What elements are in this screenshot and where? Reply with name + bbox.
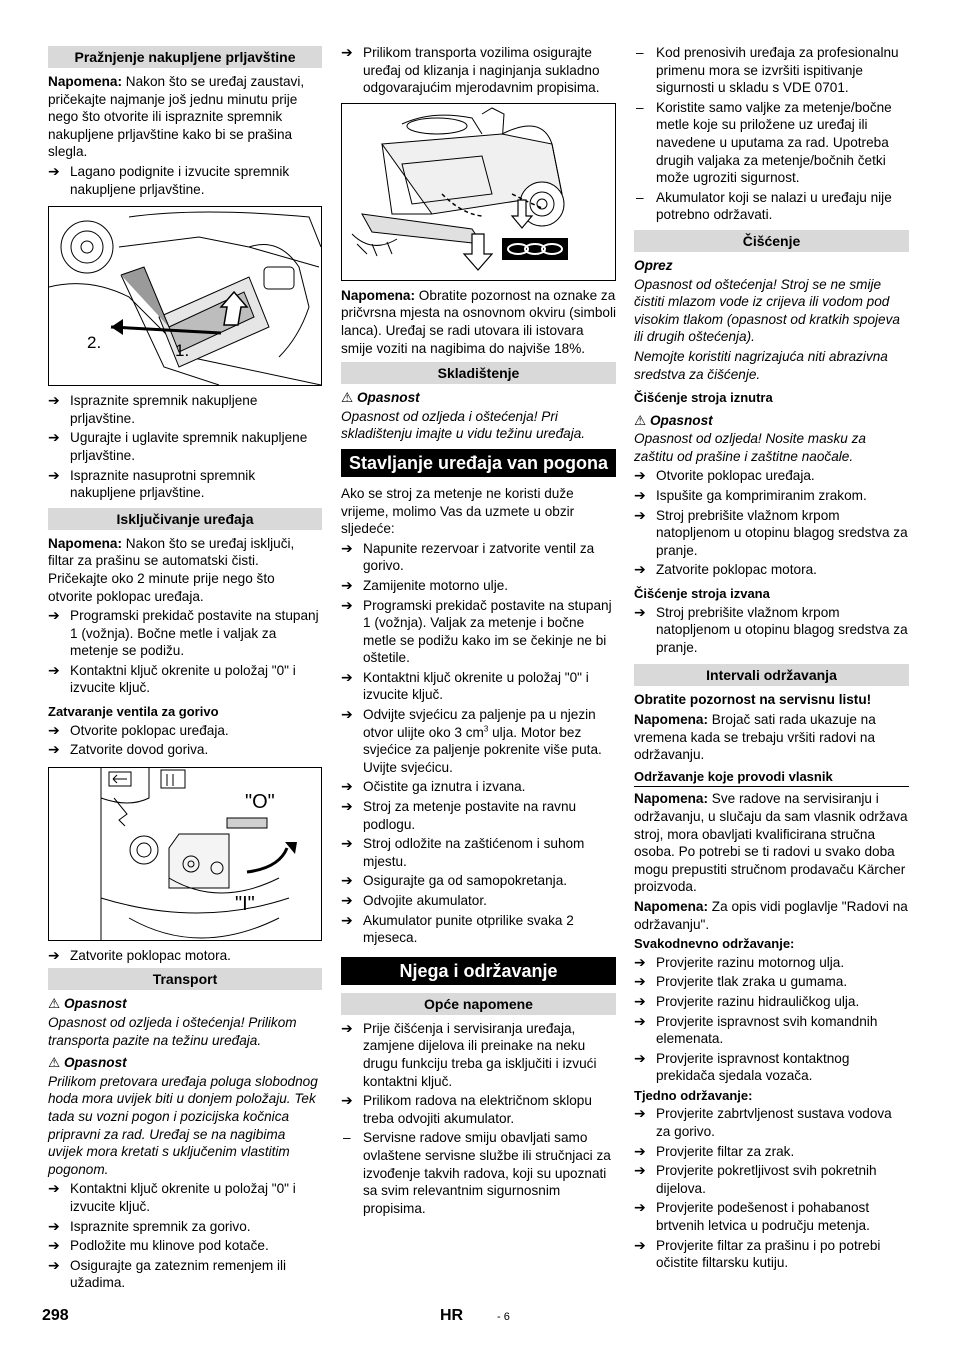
- arrow-icon: ➔: [634, 1142, 646, 1159]
- arrow-icon: ➔: [48, 721, 60, 738]
- list-item: ➔ Kontaktni ključ okrenite u položaj "0" i izvucite ključ.: [48, 1180, 296, 1214]
- figure-fuel-valve: [48, 767, 322, 941]
- caution-text: Nemojte koristiti nagrizajuća niti abrazivna sredstva za čišćenje.: [634, 348, 888, 382]
- arrow-icon: ➔: [341, 706, 353, 723]
- list-item: ➔ Odvijte svjećicu za paljenje pa u njezin otvor ulijte oko 3 $cm^3$ ulja. Motor bez svjećice za paljenje pokrenite više puta. Uvijte svjećicu.: [341, 706, 602, 775]
- dirt-container-illustration: [49, 207, 321, 385]
- column-2: [341, 44, 616, 1219]
- service-list-notice: Obratite pozornost na servisnu listu!: [634, 692, 872, 708]
- list-item: ➔ Ispraznite spremnik nakupljene prljavštine.: [48, 392, 258, 426]
- fig2-label-o: "O": [245, 790, 275, 813]
- fig1-label-2: 2.: [87, 333, 102, 353]
- list-item: ➔ Osigurajte ga zateznim remenjem ili užadima.: [48, 1256, 287, 1291]
- arrow-icon: ➔: [634, 953, 646, 970]
- column-3: [634, 44, 909, 1274]
- language-code: HR: [440, 1307, 464, 1324]
- subheading-owner-maintenance: Održavanje koje provodi vlasnik: [634, 768, 909, 788]
- list-item: ➔ Osigurajte ga od samopokretanja.: [341, 872, 568, 889]
- list-item: – Koristite samo valjke za metenje/bočne metle koje su priložene uz uređaj ili navedene u uputama za rad. Upotreba drugih valjaka za metenje/bočnih četki može ugroziti sigurnost.: [636, 99, 892, 186]
- arrow-icon: ➔: [341, 576, 353, 593]
- list-item: ➔ Otvorite poklopac uređaja.: [634, 467, 815, 484]
- danger-label: ⚠ Opasnost: [341, 390, 420, 406]
- arrow-icon: ➔: [634, 467, 646, 484]
- arrow-icon: ➔: [341, 44, 353, 60]
- warning-icon: ⚠: [341, 390, 357, 406]
- arrow-icon: ➔: [634, 1105, 646, 1122]
- list-item: ➔ Zatvorite poklopac motora.: [634, 561, 817, 578]
- danger-text: Opasnost od ozljeda! Nosite masku za zaštitu od prašine i zaštitne naočale.: [634, 431, 866, 464]
- section-heading-maintenance-intervals: Intervali održavanja: [634, 664, 909, 686]
- intro-text: Ako se stroj za metenje ne koristi duže vrijeme, molimo Vas da uzmete u obzir sljedeće:: [341, 485, 575, 537]
- sub-page-number: - 6: [497, 1311, 510, 1323]
- subheading-daily: Svakodnevno održavanje:: [634, 936, 795, 952]
- danger-text: Opasnost od ozljeda i oštećenja! Prilikom transporta pazite na težinu uređaja.: [48, 1015, 297, 1048]
- figure-dirt-container: [48, 206, 322, 386]
- section-heading-switch-off: Isključivanje uređaja: [48, 508, 322, 530]
- weekly-maintenance-list: [634, 1105, 909, 1271]
- arrow-icon: ➔: [48, 607, 60, 624]
- arrow-icon: ➔: [341, 539, 353, 556]
- note: Napomena: Nakon što se uređaj zaustavi, pričekajte najmanje još jednu minutu prije nego što otvorite ili ispraznite spremnik nakupljene prljavštine kako bi se prašina slegla.: [48, 74, 305, 160]
- arrow-icon: ➔: [48, 1180, 60, 1197]
- section-heading-general-notes: Opće napomene: [341, 993, 616, 1015]
- arrow-icon: ➔: [341, 872, 353, 889]
- section-heading-transport: Transport: [48, 968, 322, 990]
- dash-icon: –: [636, 189, 644, 205]
- subheading-fuel-valve: Zatvaranje ventila za gorivo: [48, 704, 219, 720]
- warning-icon: ⚠: [48, 996, 64, 1012]
- arrow-icon: ➔: [634, 506, 646, 523]
- danger-text: Opasnost od ozljeda i oštećenja! Pri skladištenju imajte u vidu težinu uređaja.: [341, 408, 586, 442]
- arrow-icon: ➔: [634, 973, 646, 990]
- fig1-label-1: 1.: [175, 341, 190, 361]
- danger-label: ⚠ Opasnost: [48, 1055, 127, 1071]
- list-item: ➔ Provjerite ispravnost svih komandnih elemenata.: [634, 1012, 878, 1047]
- arrow-icon: ➔: [634, 1162, 646, 1179]
- arrow-icon: ➔: [48, 392, 60, 409]
- list-item: ➔ Ugurajte i uglavite spremnik nakupljene prljavštine.: [48, 429, 308, 463]
- warning-icon: ⚠: [48, 1055, 64, 1071]
- arrow-icon: ➔: [634, 1049, 646, 1066]
- list-item: ➔ Zatvorite dovod goriva.: [48, 741, 209, 758]
- dash-icon: –: [343, 1130, 351, 1146]
- list-item: ➔ Očistite ga iznutra i izvana.: [341, 778, 526, 795]
- arrow-icon: ➔: [48, 741, 60, 758]
- arrow-icon: ➔: [341, 798, 353, 815]
- section-heading-emptying: Pražnjenje nakupljene prljavštine: [48, 46, 322, 68]
- list-item: ➔ Provjerite ispravnost kontaktnog prekidača sjedala vozača.: [634, 1049, 850, 1084]
- arrow-icon: ➔: [634, 1012, 646, 1029]
- list-item: ➔ Akumulator punite otprilike svaka 2 mjeseca.: [341, 911, 574, 946]
- arrow-icon: ➔: [48, 661, 60, 678]
- arrow-icon: ➔: [48, 429, 60, 446]
- arrow-icon: ➔: [48, 1237, 60, 1254]
- list-item: ➔ Podložite mu klinove pod kotače.: [48, 1237, 269, 1254]
- section-heading-cleaning: Čišćenje: [634, 230, 909, 252]
- subheading-inside-cleaning: Čišćenje stroja iznutra: [634, 390, 773, 406]
- decommission-list-b: [341, 778, 616, 946]
- section-heading-storage: Skladištenje: [341, 362, 616, 384]
- list-item: ➔ Programski prekidač postavite na stupanj 1 (vožnja). Bočne metle i valjak za metenje se podižu.: [48, 607, 319, 659]
- list-item: ➔ Provjerite podešenost i pohabanost brtvenih letvica u području metenja.: [634, 1199, 870, 1234]
- dash-icon: –: [636, 99, 644, 115]
- list-item: ➔ Lagano podignite i izvucite spremnik nakupljene prljavštine.: [48, 162, 290, 197]
- fuel-valve-illustration: [49, 768, 321, 940]
- list-item: ➔ Provjerite zabrtvljenost sustava vodova za gorivo.: [634, 1105, 892, 1140]
- arrow-icon: ➔: [634, 1236, 646, 1253]
- arrow-icon: ➔: [634, 561, 646, 578]
- dash-icon: –: [636, 45, 644, 60]
- list-item: ➔ Odvojite akumulator.: [341, 892, 487, 908]
- column-1: [48, 44, 322, 1294]
- list-item: ➔ Prilikom radova na električnom sklopu treba odvojiti akumulator.: [341, 1092, 592, 1126]
- list-item: ➔ Provjerite pokretljivost svih pokretnih dijelova.: [634, 1162, 877, 1196]
- list-item: ➔ Zatvorite poklopac motora.: [48, 946, 231, 963]
- page-number: 298: [42, 1307, 69, 1324]
- chapter-heading-decommissioning: Stavljanje uređaja van pogona: [341, 449, 616, 477]
- list-item: ➔ Prije čišćenja i servisiranja uređaja, zamjene dijelova ili preinake na neku drugu funkciju treba ga isključiti i izvući kontaktni ključ.: [341, 1019, 597, 1089]
- list-item: ➔ Provjerite razinu motornog ulja.: [634, 953, 845, 970]
- arrow-icon: ➔: [48, 1217, 60, 1234]
- daily-maintenance-list: [634, 954, 909, 1085]
- subheading-weekly: Tjedno održavanje:: [634, 1087, 753, 1103]
- list-item: ➔ Provjerite filtar za prašinu i po potrebi očistite filtarsku kutiju.: [634, 1236, 881, 1271]
- list-item: ➔ Otvorite poklopac uređaja.: [48, 721, 229, 738]
- list-item: – Akumulator koji se nalazi u uređaju nije potrebno održavati.: [636, 189, 892, 223]
- list-item: ➔ Stroj odložite na zaštićenom i suhom mjestu.: [341, 835, 585, 869]
- decommission-list-a: [341, 540, 616, 704]
- fig2-label-i: "I": [235, 892, 255, 915]
- sweeper-tie-down-illustration: [342, 104, 615, 280]
- list-item: ➔ Prilikom transporta vozilima osigurajte uređaj od klizanja i naginjanja sukladno odgovarajućim mjerodavnim propisima.: [341, 44, 600, 96]
- list-item: ➔ Provjerite razinu hidrauličkog ulja.: [634, 992, 860, 1009]
- list-item: ➔ Programski prekidač postavite na stupanj 1 (vožnja). Valjak za metenje i bočne metle se podižu kako im se čekinje ne bi oštetile.: [341, 596, 612, 666]
- list-item: – Kod prenosivih uređaja za profesionalnu primenu mora se izvršiti ispitivanje sigurnosti u skladu s VDE 0701.: [636, 45, 899, 96]
- arrow-icon: ➔: [48, 1256, 60, 1273]
- danger-label: ⚠ Opasnost: [48, 996, 127, 1012]
- arrow-icon: ➔: [634, 1199, 646, 1216]
- list-item: ➔ Zamijenite motorno ulje.: [341, 576, 509, 593]
- note: Napomena: Nakon što se uređaj isključi, filtar za prašinu se automatski čisti. Pričekajte oko 2 minute prije nego što otvorite poklopac uređaja.: [48, 535, 295, 604]
- figure-tie-down: [341, 103, 616, 281]
- cleaning-inside-list: [634, 467, 909, 579]
- arrow-icon: ➔: [341, 596, 353, 613]
- list-item: ➔ Ispušite ga komprimiranim zrakom.: [634, 487, 867, 504]
- list-item: ➔ Ispraznite spremnik za gorivo.: [48, 1217, 251, 1234]
- chapter-heading-care-maintenance: Njega i održavanje: [341, 957, 616, 985]
- subheading-outside-cleaning: Čišćenje stroja izvana: [634, 586, 770, 602]
- arrow-icon: ➔: [341, 835, 353, 852]
- note: Napomena: Obratite pozornost na oznake za pričvrsna mjesta na osnovnom okviru (simboli lanca). Uređaj se radi utovara ili istovara smije voziti na nagibima do najviše 18%.: [341, 287, 616, 356]
- arrow-icon: ➔: [634, 487, 646, 504]
- warning-icon: ⚠: [634, 412, 650, 428]
- list-item: ➔ Kontaktni ključ okrenite u položaj "0" i izvucite ključ.: [48, 661, 296, 696]
- list-item: ➔ Kontaktni ključ okrenite u položaj "0" i izvucite ključ.: [341, 668, 589, 703]
- danger-text: Prilikom pretovara uređaja poluga slobodnog hoda mora uvijek biti u donjem položaju. Tek tada su vozni pogon i pozicijska kočnica pripravni za rad. Uređaj se na nagibima uvijek mora kretati s uključenim vlastitim pogonom.: [48, 1073, 318, 1177]
- list-item: ➔ Provjerite tlak zraka u gumama.: [634, 973, 848, 990]
- list-item: ➔ Napunite rezervoar i zatvorite ventil za gorivo.: [341, 539, 595, 574]
- list-item: ➔ Ispraznite nasuprotni spremnik nakupljene prljavštine.: [48, 466, 256, 501]
- arrow-icon: ➔: [341, 892, 353, 908]
- list-item: ➔ Stroj za metenje postavite na ravnu podlogu.: [341, 798, 577, 832]
- list-item: ➔ Stroj prebrišite vlažnom krpom natopljenom u otopinu blagog sredstva za pranje.: [634, 506, 908, 558]
- arrow-icon: ➔: [341, 1019, 353, 1036]
- list-item: ➔ Stroj prebrišite vlažnom krpom natopljenom u otopinu blagog sredstva za pranje.: [634, 603, 908, 655]
- note: Napomena: Sve radove na servisiranju i održavanju, u slučaju da sam vlasnik održava stroj, mora obavljati kvalificirana stručna osoba. Po potrebi se ti radovi u svako doba mogu prepustiti stručnom prodavaču Kärcher proizvoda.: [634, 791, 908, 895]
- arrow-icon: ➔: [341, 1092, 353, 1109]
- caution-text: Opasnost od oštećenja! Stroj se ne smije čistiti mlazom vode iz crijeva ili vodom pod visokim tlakom (opasnost od kratkih spojeva ili drugih oštećenja).: [634, 276, 900, 345]
- arrow-icon: ➔: [634, 992, 646, 1009]
- note: Napomena: Za opis vidi poglavlje "Radovi na održavanju".: [634, 898, 908, 932]
- danger-label: ⚠ Opasnost: [634, 412, 713, 428]
- list-item: – Servisne radove smiju obavljati samo ovlaštene servisne službe ili stručnjaci za izvođenje takvih radova, koji su upoznati sa svim relevantnim sigurnosnim propisima.: [343, 1130, 611, 1216]
- note: Napomena: Brojač sati rada ukazuje na vremena kada se trebaju vršiti radovi na održavanju.: [634, 712, 876, 763]
- chain-symbol-icon: [502, 238, 568, 260]
- caution-label: Oprez: [634, 257, 673, 273]
- arrow-icon: ➔: [48, 466, 60, 483]
- arrow-icon: ➔: [48, 162, 60, 179]
- arrow-icon: ➔: [341, 778, 353, 795]
- list-item: ➔ Provjerite filtar za zrak.: [634, 1142, 795, 1159]
- arrow-icon: ➔: [341, 911, 353, 928]
- arrow-icon: ➔: [341, 668, 353, 685]
- arrow-icon: ➔: [634, 603, 646, 620]
- arrow-icon: ➔: [48, 946, 60, 963]
